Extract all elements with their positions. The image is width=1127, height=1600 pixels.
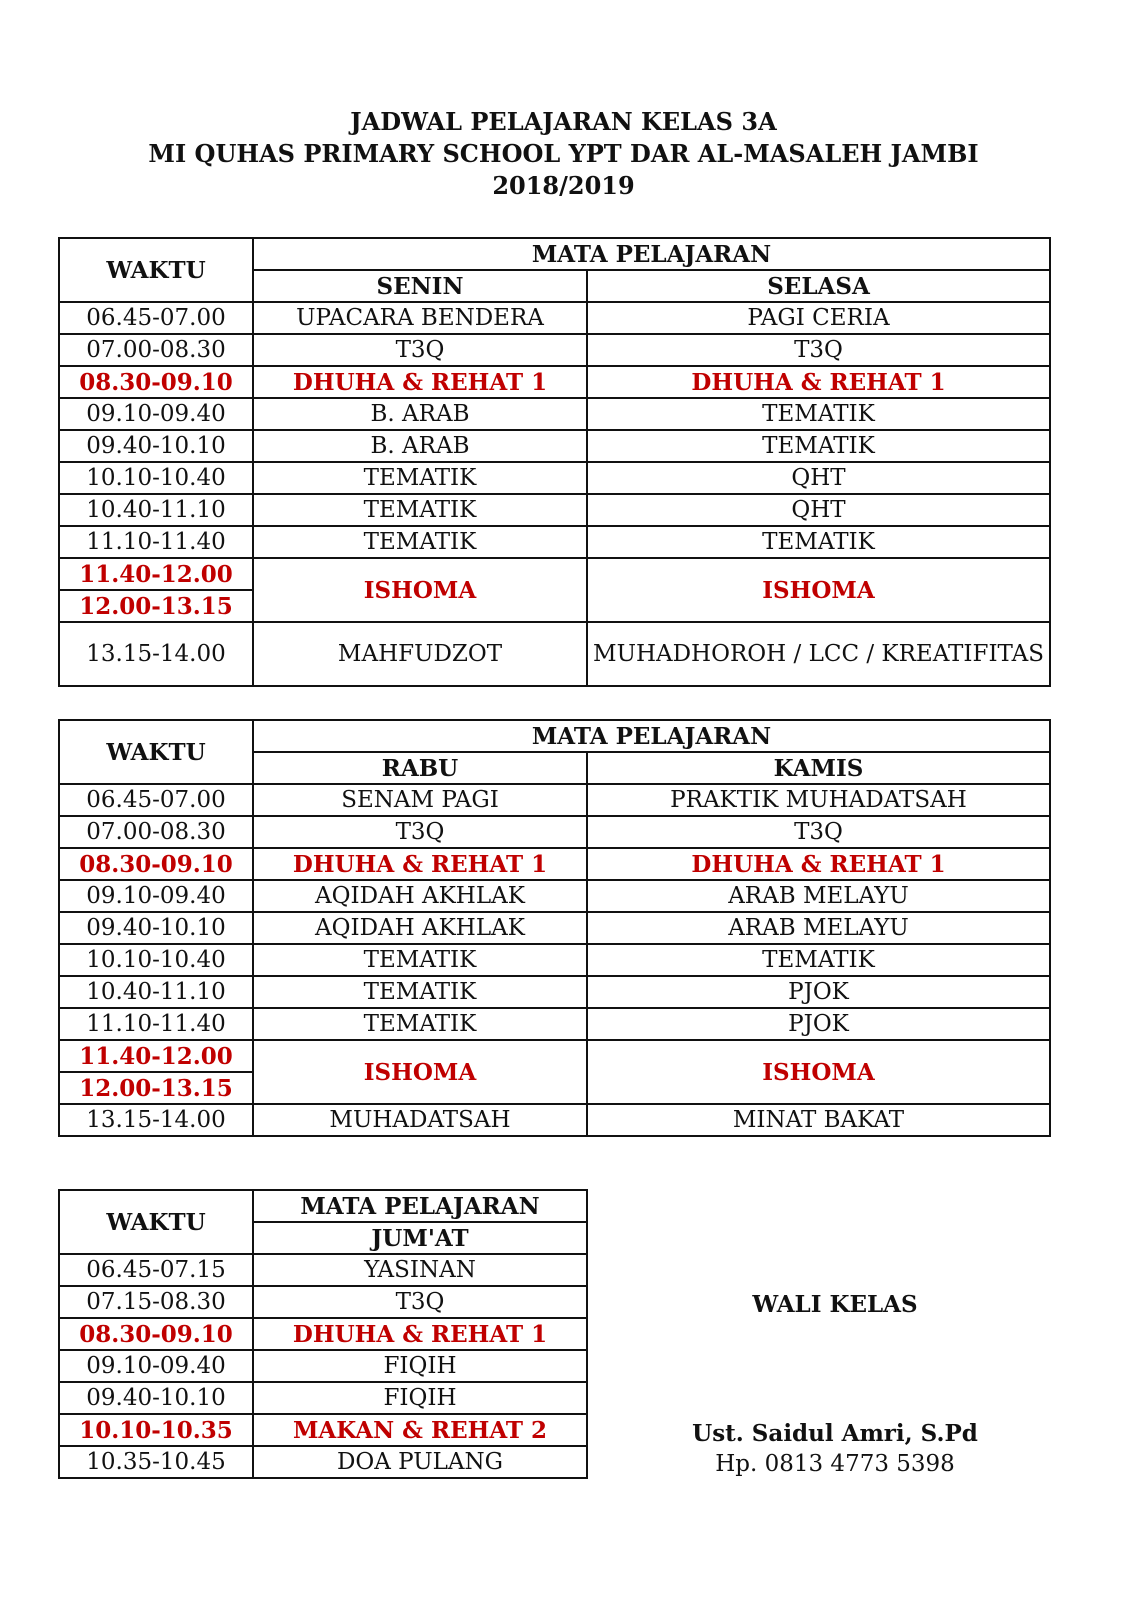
time-cell: 06.45-07.00	[59, 302, 253, 334]
break-cell: DHUHA & REHAT 1	[587, 848, 1050, 880]
table-row	[59, 976, 1050, 1008]
subject-cell: T3Q	[587, 816, 1050, 848]
time-cell: 13.15-14.00	[59, 622, 253, 686]
waktu-header: WAKTU	[59, 238, 253, 302]
time-cell: 11.40-12.00	[59, 1040, 253, 1072]
mata-pelajaran-header: MATA PELAJARAN	[253, 720, 1050, 752]
time-cell: 06.45-07.15	[59, 1254, 253, 1286]
subject-cell: UPACARA BENDERA	[253, 302, 587, 334]
table-row	[59, 302, 1050, 334]
schedule-table-jumat	[58, 1189, 588, 1479]
wali-kelas-label: WALI KELAS	[752, 1291, 918, 1318]
subject-cell: TEMATIK	[253, 462, 587, 494]
subject-cell: QHT	[587, 494, 1050, 526]
time-cell: 09.40-10.10	[59, 912, 253, 944]
subject-cell: TEMATIK	[587, 526, 1050, 558]
subject-cell: PAGI CERIA	[587, 302, 1050, 334]
day-header-jumat: JUM'AT	[253, 1222, 587, 1254]
table-row	[59, 1254, 587, 1286]
subject-cell: B. ARAB	[253, 430, 587, 462]
subject-cell: MUHADATSAH	[253, 1104, 587, 1136]
time-cell: 10.10-10.40	[59, 462, 253, 494]
subject-cell: PJOK	[587, 1008, 1050, 1040]
subject-cell: DOA PULANG	[253, 1446, 587, 1478]
teacher-name: Ust. Saidul Amri, S.Pd	[692, 1420, 978, 1447]
time-cell: 09.40-10.10	[59, 430, 253, 462]
subject-cell: AQIDAH AKHLAK	[253, 912, 587, 944]
table-row	[59, 430, 1050, 462]
day-header-rabu: RABU	[253, 752, 587, 784]
subject-cell: T3Q	[253, 334, 587, 366]
table-row	[59, 1414, 587, 1446]
time-cell: 09.40-10.10	[59, 1382, 253, 1414]
title-line-1: JADWAL PELAJARAN KELAS 3A	[350, 107, 777, 136]
time-cell: 09.10-09.40	[59, 880, 253, 912]
table-row	[59, 1446, 587, 1478]
subject-cell: TEMATIK	[253, 1008, 587, 1040]
time-cell: 11.10-11.40	[59, 1008, 253, 1040]
time-cell: 10.40-11.10	[59, 976, 253, 1008]
schedule-table-rabu-kamis	[58, 719, 1051, 1137]
break-cell: MAKAN & REHAT 2	[253, 1414, 587, 1446]
table-row	[59, 494, 1050, 526]
subject-cell: FIQIH	[253, 1382, 587, 1414]
time-cell: 08.30-09.10	[59, 848, 253, 880]
subject-cell: ARAB MELAYU	[587, 912, 1050, 944]
time-cell: 07.00-08.30	[59, 816, 253, 848]
break-cell: DHUHA & REHAT 1	[253, 848, 587, 880]
table-row	[59, 398, 1050, 430]
time-cell: 06.45-07.00	[59, 784, 253, 816]
time-cell: 08.30-09.10	[59, 1318, 253, 1350]
break-cell: DHUHA & REHAT 1	[253, 1318, 587, 1350]
time-cell: 11.40-12.00	[59, 558, 253, 590]
time-cell: 12.00-13.15	[59, 1072, 253, 1104]
subject-cell: AQIDAH AKHLAK	[253, 880, 587, 912]
table-row	[59, 1382, 587, 1414]
break-cell: DHUHA & REHAT 1	[253, 366, 587, 398]
subject-cell: TEMATIK	[587, 944, 1050, 976]
table-row	[59, 944, 1050, 976]
table-row	[59, 334, 1050, 366]
ishoma-cell: ISHOMA	[253, 1040, 587, 1104]
subject-cell: T3Q	[253, 1286, 587, 1318]
subject-cell: B. ARAB	[253, 398, 587, 430]
subject-cell: TEMATIK	[253, 944, 587, 976]
time-cell: 12.00-13.15	[59, 590, 253, 622]
subject-cell: YASINAN	[253, 1254, 587, 1286]
subject-cell: TEMATIK	[253, 526, 587, 558]
time-cell: 07.15-08.30	[59, 1286, 253, 1318]
title-line-3: 2018/2019	[492, 171, 635, 200]
table-row	[59, 1008, 1050, 1040]
subject-cell: MINAT BAKAT	[587, 1104, 1050, 1136]
time-cell: 08.30-09.10	[59, 366, 253, 398]
time-cell: 10.40-11.10	[59, 494, 253, 526]
subject-cell: FIQIH	[253, 1350, 587, 1382]
table-row	[59, 1318, 587, 1350]
subject-cell: T3Q	[587, 334, 1050, 366]
table-row	[59, 462, 1050, 494]
subject-cell: MAHFUDZOT	[253, 622, 587, 686]
subject-cell: TEMATIK	[587, 430, 1050, 462]
day-header-kamis: KAMIS	[587, 752, 1050, 784]
subject-cell: T3Q	[253, 816, 587, 848]
subject-cell: TEMATIK	[253, 976, 587, 1008]
time-cell: 09.10-09.40	[59, 1350, 253, 1382]
subject-cell: SENAM PAGI	[253, 784, 587, 816]
table-row	[59, 848, 1050, 880]
table-row	[59, 1286, 587, 1318]
break-cell: DHUHA & REHAT 1	[587, 366, 1050, 398]
waktu-header: WAKTU	[59, 720, 253, 784]
time-cell: 11.10-11.40	[59, 526, 253, 558]
time-cell: 07.00-08.30	[59, 334, 253, 366]
table-row	[59, 1040, 1050, 1072]
table-row	[59, 622, 1050, 686]
time-cell: 10.35-10.45	[59, 1446, 253, 1478]
table-row	[59, 366, 1050, 398]
time-cell: 09.10-09.40	[59, 398, 253, 430]
title-line-2: MI QUHAS PRIMARY SCHOOL YPT DAR AL-MASALEH JAMBI	[148, 139, 979, 168]
day-header-selasa: SELASA	[587, 270, 1050, 302]
time-cell: 10.10-10.35	[59, 1414, 253, 1446]
subject-cell: QHT	[587, 462, 1050, 494]
time-cell: 13.15-14.00	[59, 1104, 253, 1136]
subject-cell: TEMATIK	[253, 494, 587, 526]
subject-cell: PRAKTIK MUHADATSAH	[587, 784, 1050, 816]
mata-pelajaran-header: MATA PELAJARAN	[253, 1190, 587, 1222]
table-row	[59, 1350, 587, 1382]
teacher-phone: Hp. 0813 4773 5398	[715, 1451, 955, 1477]
waktu-header: WAKTU	[59, 1190, 253, 1254]
table-row	[59, 816, 1050, 848]
table-row	[59, 784, 1050, 816]
subject-cell: TEMATIK	[587, 398, 1050, 430]
table-row	[59, 1104, 1050, 1136]
mata-pelajaran-header: MATA PELAJARAN	[253, 238, 1050, 270]
time-cell: 10.10-10.40	[59, 944, 253, 976]
table-row	[59, 558, 1050, 590]
subject-cell: ARAB MELAYU	[587, 880, 1050, 912]
table-row	[59, 880, 1050, 912]
day-header-senin: SENIN	[253, 270, 587, 302]
schedule-table-senin-selasa	[58, 237, 1051, 687]
table-row	[59, 912, 1050, 944]
ishoma-cell: ISHOMA	[253, 558, 587, 622]
subject-cell: MUHADHOROH / LCC / KREATIFITAS	[587, 622, 1050, 686]
subject-cell: PJOK	[587, 976, 1050, 1008]
table-row	[59, 526, 1050, 558]
ishoma-cell: ISHOMA	[587, 1040, 1050, 1104]
ishoma-cell: ISHOMA	[587, 558, 1050, 622]
